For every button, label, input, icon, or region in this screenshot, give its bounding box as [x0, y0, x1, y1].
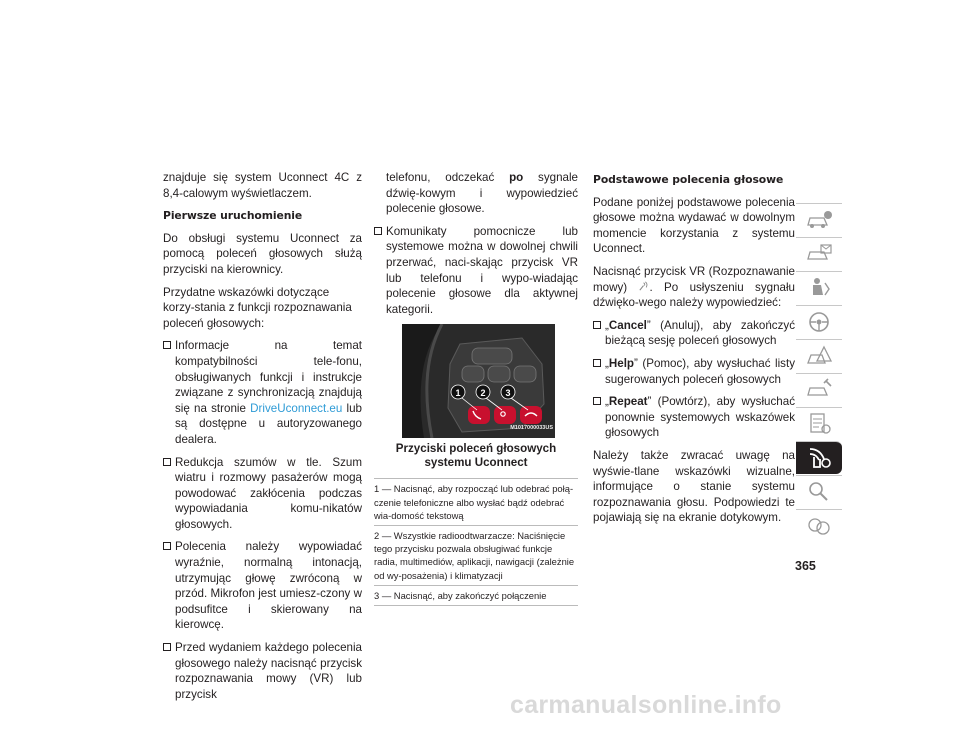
tab-specifications[interactable] [796, 407, 842, 440]
checkbox-bullet-icon [593, 397, 601, 405]
bullet-item: Redukcja szumów w tle. Szum wiatru i rozmowy pasażerów mogą powodować zakłócenia podczas wypowiadania komu-nikatów głosowych. [163, 455, 362, 533]
tab-multimedia[interactable] [796, 441, 842, 474]
multimedia-icon [804, 445, 834, 471]
warning-lights-icon [804, 241, 834, 267]
bullet-item-cancel: „Cancel” (Anuluj), aby zakończyć bieżącą sesję poleceń głosowych [593, 318, 795, 349]
checkbox-bullet-icon [163, 458, 171, 466]
steering-wheel-icon [804, 309, 834, 335]
language-icon [804, 513, 834, 539]
paragraph: Należy także zwracać uwagę na wyświe-tlane wskazówki wizualne, informujące o stanie systemu rozpoznawania głosu. Podpowiedzi te pojawiają się na ekranie dotykowym. [593, 448, 795, 525]
checkbox-bullet-icon [163, 643, 171, 651]
callout-3: 3 [505, 388, 511, 399]
steering-wheel-buttons-photo [402, 324, 555, 438]
section-heading-basic-commands: Podstawowe polecenia głosowe [593, 173, 784, 186]
paragraph: Nacisnąć przycisk VR (Rozpoznawanie mowy) . Po usłyszeniu sygnału dźwięko-wego należy wypowiedzieć: [593, 264, 795, 310]
intro-text: znajduje się system Uconnect 4C z 8,4-calowym wyświetlaczem. [163, 171, 362, 200]
figure-code: M1017000033US [510, 424, 553, 431]
tab-steering-wheel[interactable] [796, 305, 842, 338]
bullet-item: Polecenia należy wypowiadać wyraźnie, normalną intonacją, utrzymując głowę zwróconą w przód. Mikrofon jest umiesz-czony w podsufitce i skierowany na kierowcę. [163, 539, 362, 633]
car-info-icon [804, 207, 834, 233]
voice-recognition-icon [638, 281, 649, 292]
note-item: 3 — Nacisnąć, aby zakończyć połączenie [374, 586, 578, 606]
checkbox-bullet-icon [593, 359, 601, 367]
checkbox-bullet-icon [593, 321, 601, 329]
section-heading-first-start: Pierwsze uruchomienie [163, 209, 303, 223]
paragraph: Podane poniżej podstawowe polecenia głosowe można wydawać w dowolnym momencie korzystania z systemu Uconnect. [593, 195, 795, 256]
column-2 [374, 170, 578, 606]
note-item: 1 — Nacisnąć, aby rozpocząć lub odebrać połą-czenie telefoniczne albo wysłać bądź odebrać wia-domość tekstową [374, 479, 578, 526]
specifications-icon [804, 411, 834, 437]
tab-roadside-hazard[interactable] [796, 339, 842, 372]
chapter-tabs [796, 203, 842, 543]
bullet-item: Komunikaty pomocnicze lub systemowe można w dowolnej chwili przerwać, naci-skając przycisk VR lub telefonu i wypo-wiadając polecenie głosowe dla aktywnej kategorii. [374, 224, 578, 318]
checkbox-bullet-icon [163, 341, 171, 349]
page-number: 365 [795, 559, 816, 573]
paragraph: Do obsługi systemu Uconnect za pomocą poleceń głosowych służą przyciski na kierownicy. [163, 231, 362, 276]
roadside-hazard-icon [804, 343, 834, 369]
checkbox-bullet-icon [163, 542, 171, 550]
tab-warning-lights[interactable] [796, 237, 842, 270]
index-search-icon [804, 479, 834, 505]
tab-language[interactable] [796, 509, 842, 542]
car-service-icon [804, 377, 834, 403]
figure-caption: Przyciski poleceń głosowych systemu Uconnect [395, 442, 557, 470]
tab-car-service[interactable] [796, 373, 842, 406]
tab-index-search[interactable] [796, 475, 842, 508]
watermark: carmanualsonline.info [510, 691, 782, 719]
column-1 [163, 170, 362, 709]
note-item: 2 — Wszystkie radioodtwarzacze: Naciśnięcie tego przycisku pozwala obsługiwać funkcje radia, multimediów, aplikacji, nawigacji (zależnie od wy-posażenia) i klimatyzacji [374, 526, 578, 586]
bullet-item-repeat: „Repeat” (Powtórz), aby wysłuchać ponownie systemowych wskazówek głosowych [593, 394, 795, 441]
column-3 [593, 170, 795, 533]
callout-1: 1 [455, 388, 461, 399]
bullet-continuation: telefonu, odczekać po sygnale dźwię-kowym i wypowiedzieć polecenie głosowe. [386, 171, 578, 216]
bullet-item: Informacje na temat kompatybilności tele-fonu, obsługiwanych funkcji i instrukcje związane z synchronizacją znajdują się na stronie DriveUconnect.eu lub są dostępne u autoryzowanego dealera. [163, 338, 362, 447]
figure-notes [374, 478, 578, 606]
tab-car-info[interactable] [796, 203, 842, 236]
tab-airbag-safety[interactable] [796, 271, 842, 304]
airbag-safety-icon [804, 275, 834, 301]
driveuconnect-link[interactable]: DriveUconnect.eu [250, 401, 343, 415]
paragraph: Przydatne wskazówki dotyczące korzy-stania z funkcji rozpoznawania poleceń głosowych: [163, 285, 352, 330]
checkbox-bullet-icon [374, 227, 382, 235]
bullet-item-help: „Help” (Pomoc), aby wysłuchać listy sugerowanych poleceń głosowych [593, 356, 795, 387]
callout-2: 2 [480, 388, 486, 399]
bullet-item: Przed wydaniem każdego polecenia głosowego należy nacisnąć przycisk rozpoznawania mowy (VR) lub przycisk [163, 640, 362, 702]
